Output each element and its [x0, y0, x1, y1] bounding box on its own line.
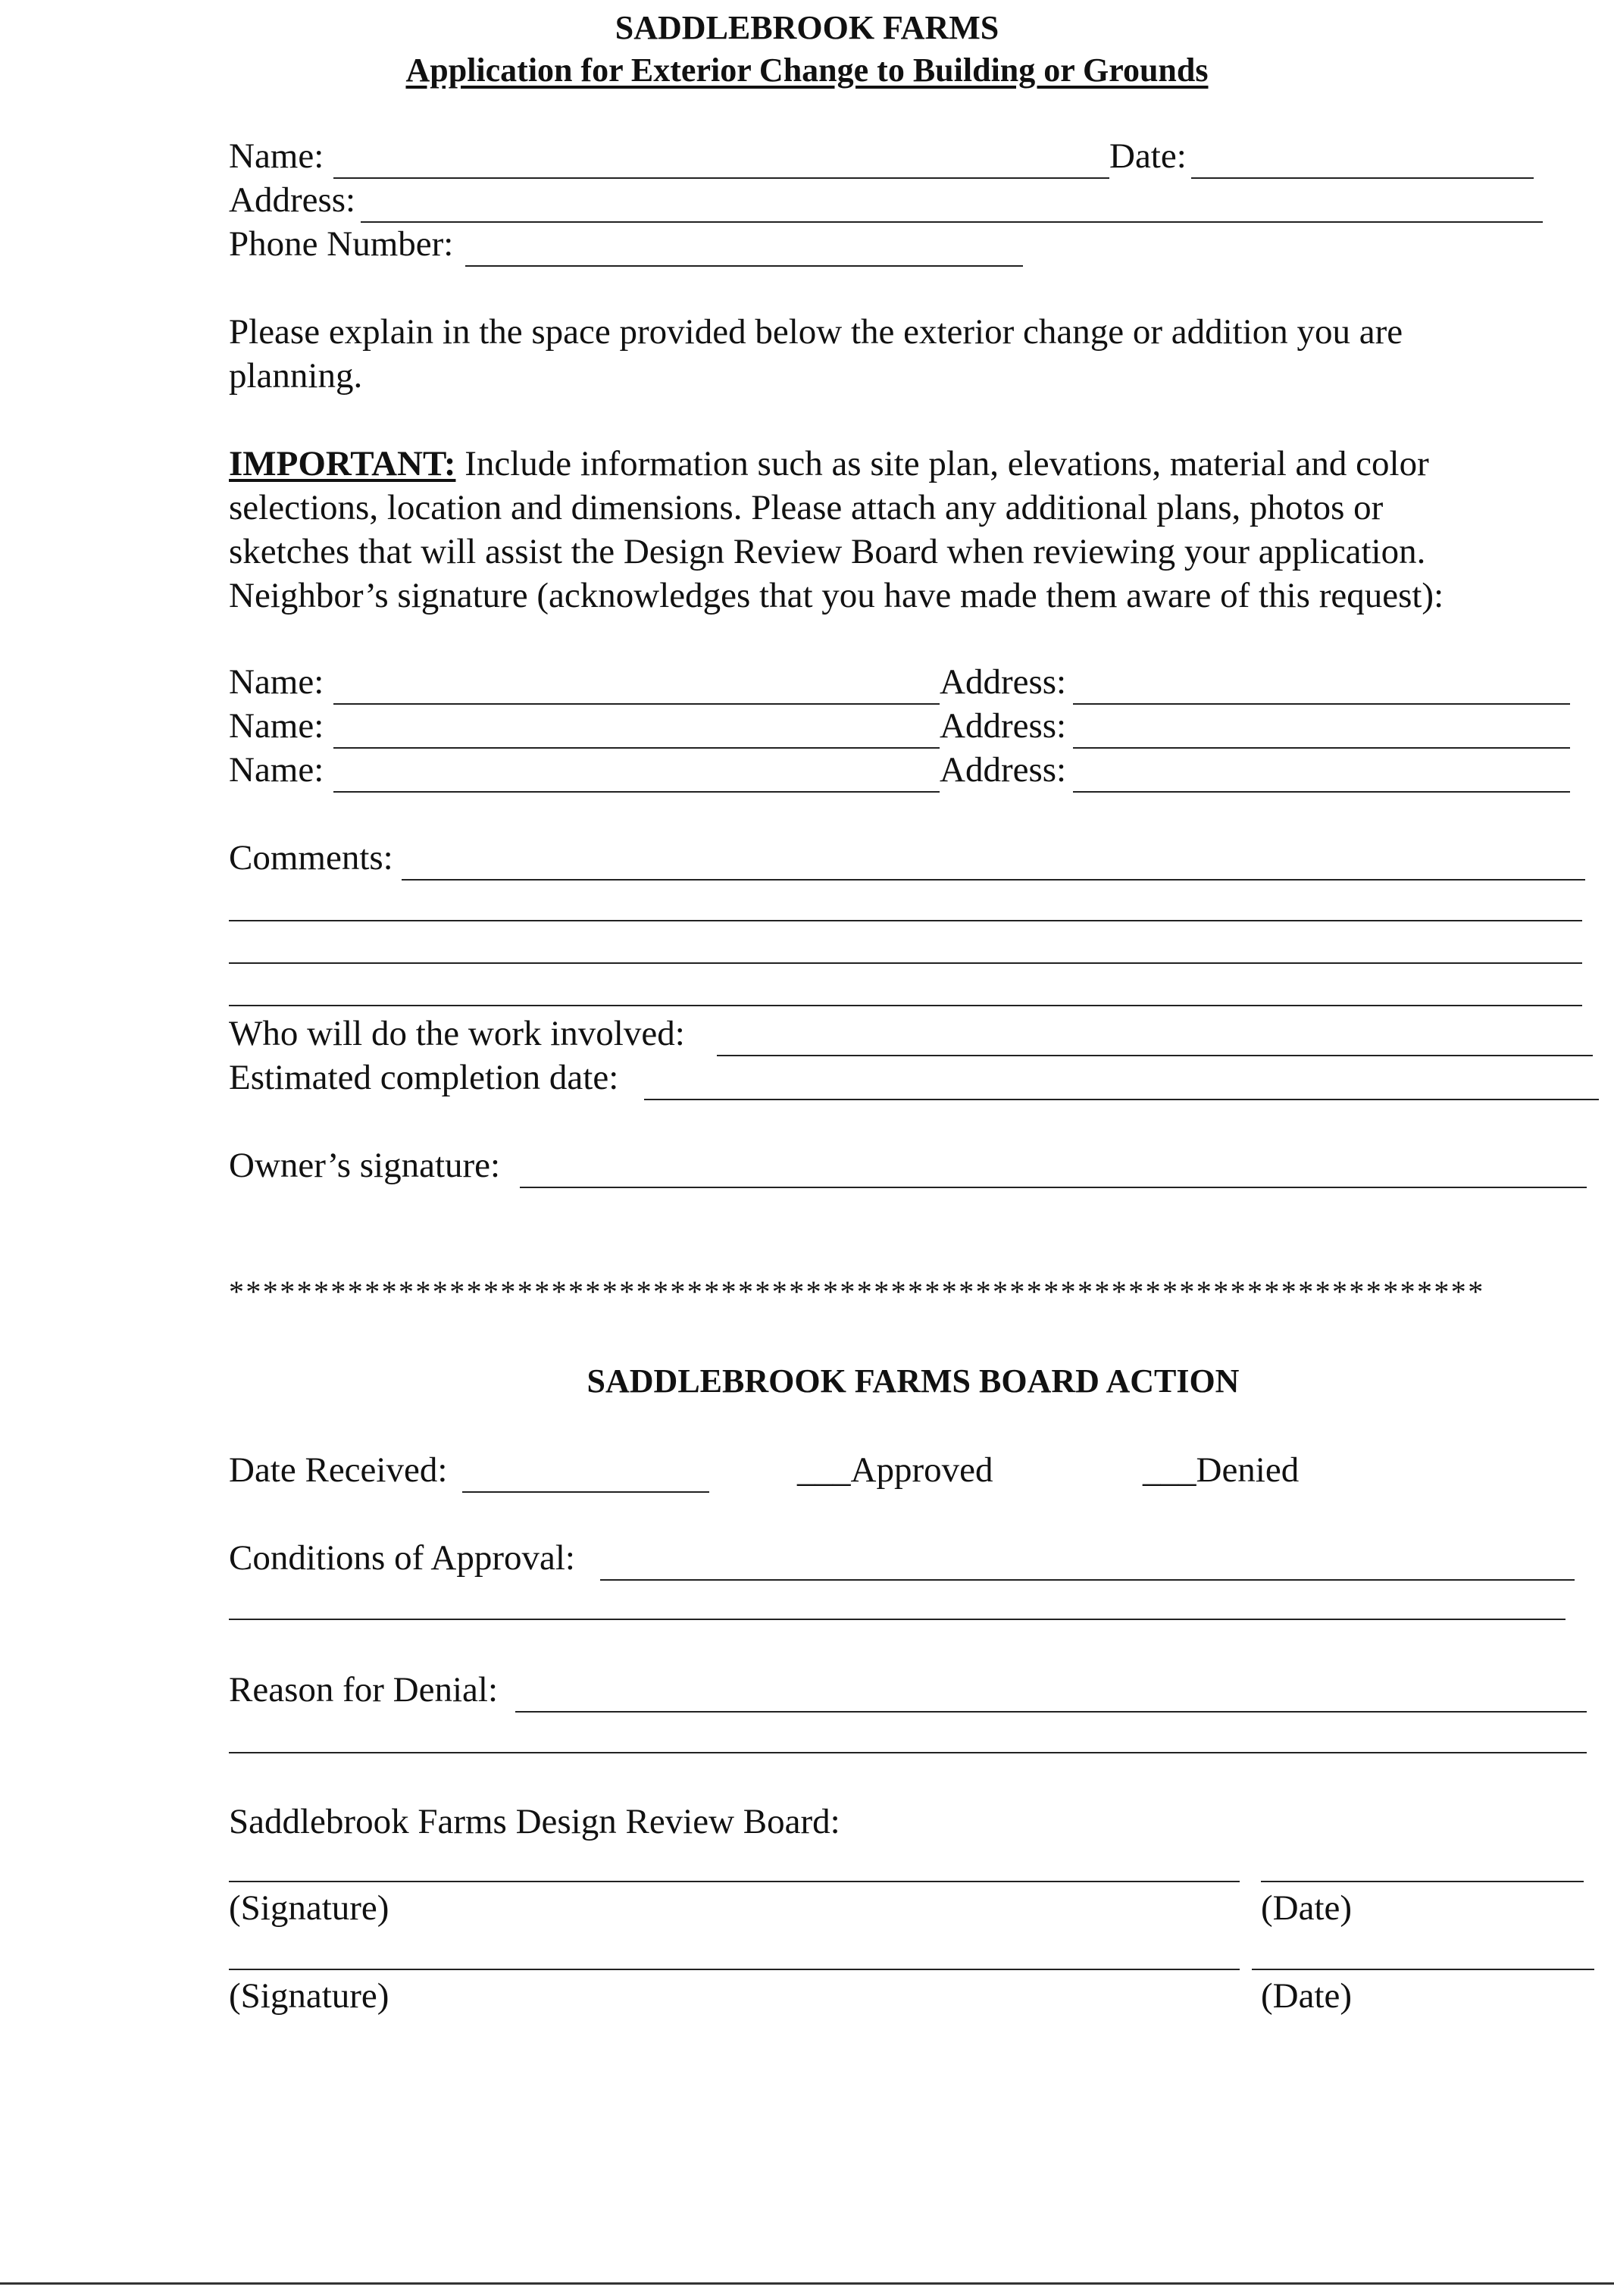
owner-signature-label: Owner’s signature:	[229, 1146, 501, 1185]
board-action-title: SADDLEBROOK FARMS BOARD ACTION	[586, 1362, 1240, 1400]
applicant-phone-field[interactable]	[465, 265, 1023, 267]
important-label: IMPORTANT:	[229, 444, 456, 483]
applicant-address-label: Address:	[229, 180, 356, 220]
owner-signature-field[interactable]	[520, 1187, 1587, 1188]
important-line-1	[229, 443, 1429, 485]
org-title: SADDLEBROOK FARMS	[615, 9, 999, 46]
applicant-phone-label: Phone Number:	[229, 224, 454, 264]
comments-field-4[interactable]	[229, 1005, 1582, 1006]
page-bottom-edge	[0, 2282, 1614, 2285]
form-title: Application for Exterior Change to Building or Grounds	[405, 52, 1209, 89]
neighbor-2-name-field[interactable]	[333, 747, 940, 749]
asterisk-separator: **************************************************************************	[229, 1275, 1485, 1309]
board-signature-1-label: (Signature)	[229, 1888, 389, 1928]
applicant-name-label: Name:	[229, 136, 324, 176]
who-label: Who will do the work involved:	[229, 1014, 685, 1053]
board-date-1-field[interactable]	[1261, 1881, 1584, 1882]
neighbor-1-address-label: Address:	[940, 662, 1067, 702]
important-text-1: Include information such as site plan, elevations, material and color	[455, 444, 1429, 483]
board-signature-2-field[interactable]	[229, 1969, 1240, 1970]
board-signature-1-field[interactable]	[229, 1881, 1240, 1882]
date-received-label: Date Received:	[229, 1450, 448, 1490]
denial-reason-field-2[interactable]	[229, 1752, 1587, 1753]
denial-reason-field-1[interactable]	[515, 1711, 1587, 1713]
important-line-4: Neighbor’s signature (acknowledges that you have made them aware of this request):	[229, 576, 1444, 615]
denial-reason-label: Reason for Denial:	[229, 1670, 499, 1709]
board-date-1-label: (Date)	[1261, 1888, 1353, 1928]
conditions-label: Conditions of Approval:	[229, 1538, 575, 1578]
instructions-line-1: Please explain in the space provided below the exterior change or addition you are	[229, 312, 1403, 352]
instructions-line-2: planning.	[229, 356, 363, 396]
approved-option[interactable]: ___Approved	[797, 1450, 993, 1490]
conditions-field-2[interactable]	[229, 1619, 1566, 1620]
board-signature-2-label: (Signature)	[229, 1976, 389, 2016]
neighbor-1-address-field[interactable]	[1073, 703, 1570, 705]
neighbor-3-name-label: Name:	[229, 750, 324, 790]
date-received-field[interactable]	[462, 1491, 709, 1493]
neighbor-3-address-field[interactable]	[1073, 791, 1570, 793]
neighbor-2-address-label: Address:	[940, 706, 1067, 746]
applicant-name-field[interactable]	[333, 177, 1109, 179]
applicant-date-field[interactable]	[1191, 177, 1534, 179]
neighbor-2-address-field[interactable]	[1073, 747, 1570, 749]
denied-option[interactable]: ___Denied	[1143, 1450, 1300, 1490]
applicant-date-label: Date:	[1109, 136, 1187, 176]
comments-field-1[interactable]	[402, 879, 1585, 881]
neighbor-1-name-label: Name:	[229, 662, 324, 702]
neighbor-2-name-label: Name:	[229, 706, 324, 746]
neighbor-3-name-field[interactable]	[333, 791, 940, 793]
board-date-2-label: (Date)	[1261, 1976, 1353, 2016]
important-line-2: selections, location and dimensions. Please attach any additional plans, photos or	[229, 488, 1384, 527]
comments-label: Comments:	[229, 838, 393, 877]
important-line-3: sketches that will assist the Design Review Board when reviewing your application.	[229, 532, 1426, 571]
completion-label: Estimated completion date:	[229, 1058, 619, 1097]
who-field[interactable]	[717, 1055, 1593, 1056]
conditions-field-1[interactable]	[600, 1579, 1575, 1581]
comments-field-2[interactable]	[229, 920, 1582, 921]
applicant-address-field[interactable]	[361, 221, 1543, 223]
comments-field-3[interactable]	[229, 962, 1582, 964]
neighbor-3-address-label: Address:	[940, 750, 1067, 790]
review-board-label: Saddlebrook Farms Design Review Board:	[229, 1802, 840, 1841]
neighbor-1-name-field[interactable]	[333, 703, 940, 705]
board-date-2-field[interactable]	[1252, 1969, 1594, 1970]
completion-field[interactable]	[644, 1099, 1599, 1100]
